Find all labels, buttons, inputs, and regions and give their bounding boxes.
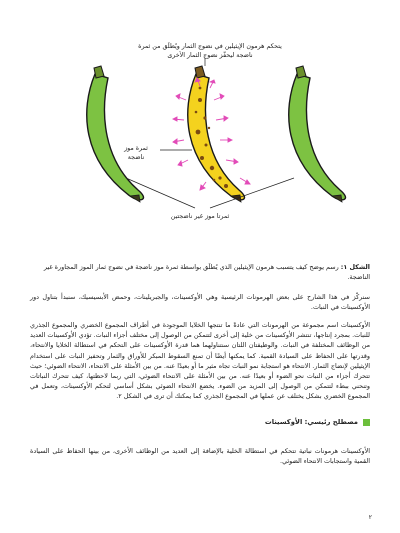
banana-figure: [0, 0, 400, 240]
figure-label-ethylene: يتحكم هرمون الإيثيلين في نضوج الثمار ويُطلَق من ثمرة ناضجة ليحفّز نضوج الثمار الأخرى: [138, 43, 282, 59]
key-term-body: الأوكسينات هرمونات نباتية تتحكم في استطالة الخلية بالإضافة إلى العديد من الوظائف الأخرى، من بينها الحفاظ على السيادة القمية واستجابات الانتحاء الضوئي.: [30, 447, 370, 466]
paragraph-auxins: الأوكسينات اسم مجموعة من الهرمونات التي عادةً ما تنتجها الخلايا الموجودة في أطراف المجموع الخضري والمجموع الجذري للنبات. بمجرد إنتاجها، تنتشر الأوكسينات من خلية إلى أخرى لتتمكن من الوصول إلى مختلف أجزاء النبات. تؤدي الأوكسينات العديد من الوظائف المختلفة في النبات. والوظيفتان اللتان سنتناولهما هما قدرة الأوكسينات على التحكم في استطالة الخلايا والانتحاء، وقدرتها على الحفاظ على السيادة القمية. كما يمكنها أيضًا أن تمنع السقوط المبكر للأوراق والثمار وتحفيز النبات على استخدام الإيثيلين لإنضاج الثمار. الانتحاء هو استجابة نمو النبات تجاه مثير ما أو بعيدًا عنه. من بين الأمثلة على الانتحاء، الانتحاء الضوئي؛ حيث تتحرك أجزاء من النبات نحو الضوء أو بعيدًا عنه. من بين الأمثلة على الانتحاء الضوئي، التي ربما لاحظتها، كيف تتحرك النباتات وتنحني ببطء لتتمكن من الوصول إلى المزيد من الضوء. يخضع الانتحاء الضوئي بشكل أساسي لتحكم الأوكسينات، وتعمل في المجموع الخضري بشكل يختلف عن عملها في المجموع الجذري كما يمكنك أن ترى في الشكل ٢.: [30, 321, 370, 401]
figure-label-unripe-bananas: ثمرتا موز غير ناضجتين: [170, 213, 230, 220]
key-term-heading: [30, 418, 370, 426]
figure-label-ripe-banana: ثمرة موز ناضجة: [124, 145, 148, 161]
caption-label: الشكل ١:: [340, 263, 370, 271]
page-number: ٢: [368, 514, 372, 521]
ripe-banana: [188, 66, 245, 202]
green-square-icon: [363, 419, 370, 426]
banana-diagram: [0, 0, 400, 240]
figure-caption: [30, 262, 370, 282]
pointer-lines: [126, 58, 294, 208]
unripe-banana-right: [289, 66, 346, 202]
caption-text: رسم يوضح كيف يتسبب هرمون الإيثيلين الذي يُطلَق بواسطة ثمرة موز ناضجة في نضوج ثمار الموز المجاورة غير الناضجة.: [43, 263, 370, 281]
paragraph-intro: سنركّز في هذا الشارح على بعض الهرمونات الرئيسية وهي الأوكسينات، والجبريلينات، وحمض الأبسيسيك، سنبدأ بتناول دور الأوكسينات في النبات.: [30, 293, 370, 312]
key-term-title: مصطلح رئيسي: الأوكسينات: [264, 418, 358, 426]
